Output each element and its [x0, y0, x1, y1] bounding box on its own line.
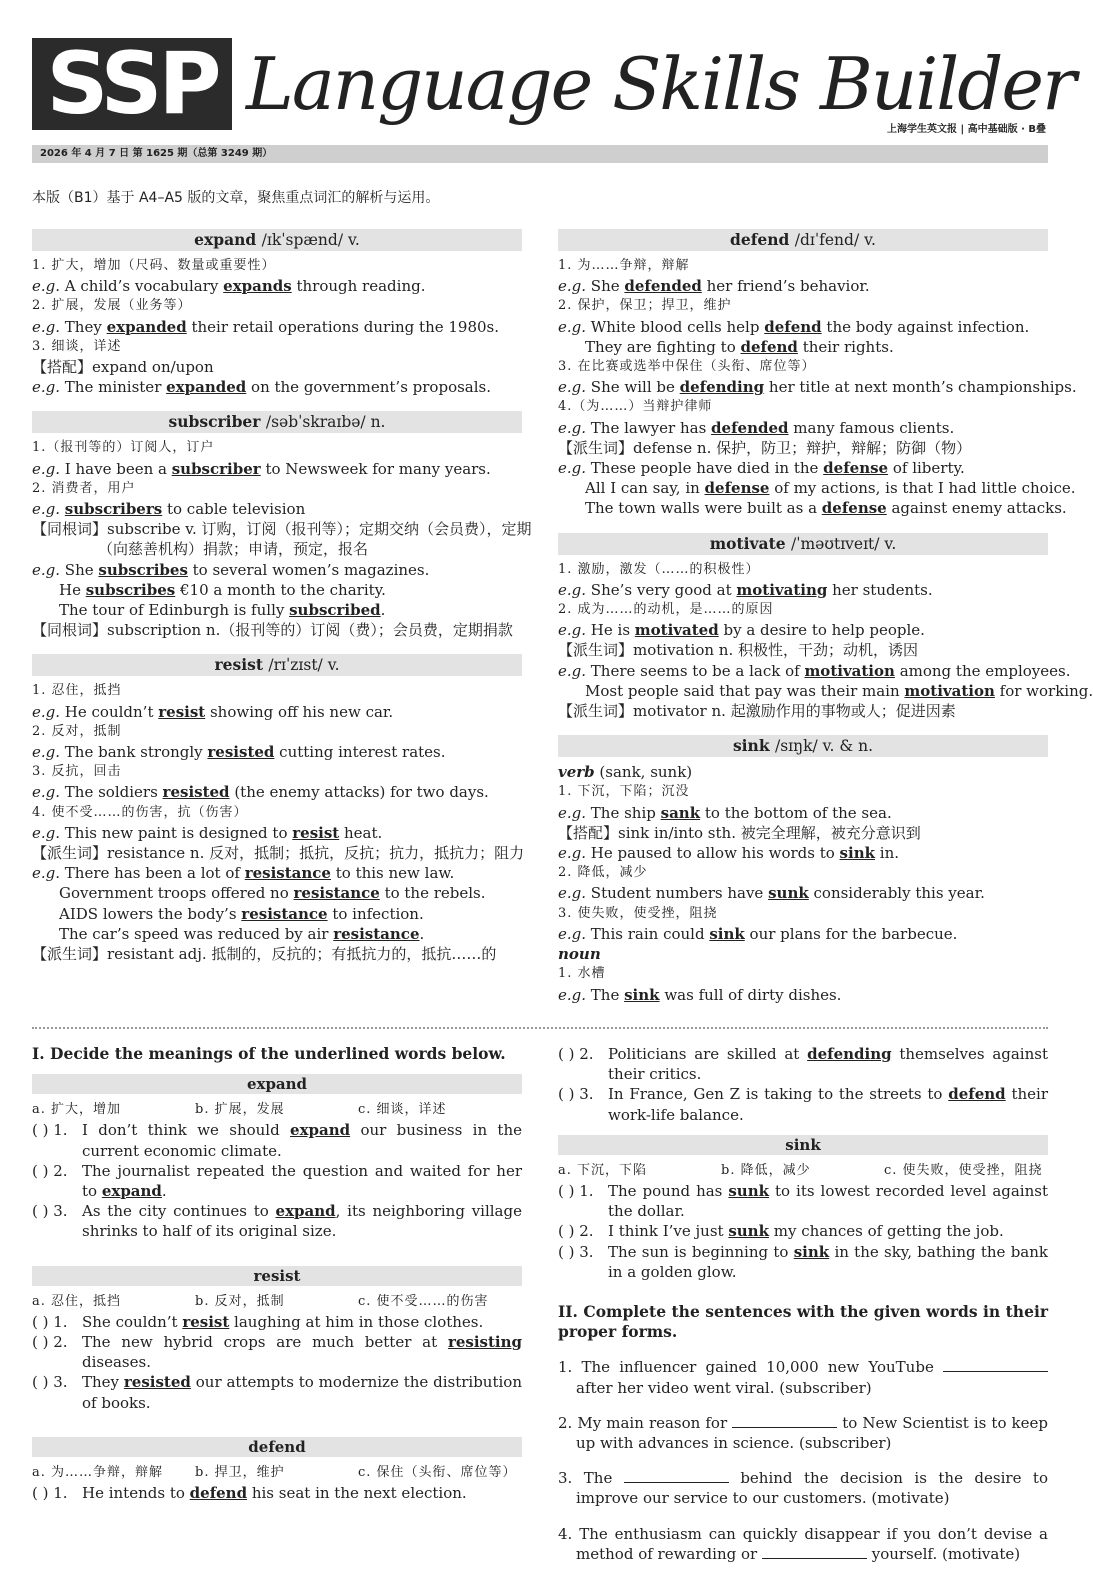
meaning-options — [32, 1100, 522, 1120]
eg-label: e.g. — [558, 803, 591, 822]
example-sentence: e.g. The bank strongly resisted cutting interest rates. — [32, 743, 446, 762]
definition: 2. 成为……的动机，是……的原因 — [558, 602, 774, 618]
example-sentence: AIDS lowers the body’s resistance to infection. — [59, 904, 424, 923]
headword: sink — [732, 736, 775, 756]
masthead-title: Language Skills Builder — [246, 42, 1075, 126]
headword: resist — [214, 655, 269, 675]
example-sentence: e.g. This new paint is designed to resist heat. — [32, 823, 383, 842]
keyword: motivation — [904, 681, 995, 700]
keyword: resistance — [244, 864, 331, 883]
example-sentence: The town walls were built as a defense against enemy attacks. — [585, 499, 1067, 518]
section-divider — [32, 1027, 1048, 1029]
keyword: subscriber — [171, 459, 261, 478]
logo: SSP — [32, 38, 232, 130]
question-row — [558, 1242, 1048, 1282]
keyword: expanded — [166, 378, 247, 397]
keyword: motivating — [736, 580, 828, 599]
definition: 3. 反抗，回击 — [32, 764, 122, 780]
keyword: sink — [709, 924, 745, 943]
answer-paren: ( ) 3. — [558, 1085, 594, 1104]
question-text: She couldn’t resist laughing at him in those clothes. — [82, 1312, 484, 1331]
eg-label: e.g. — [32, 459, 65, 478]
definition: 1. 激励，激发（……的积极性） — [558, 561, 760, 577]
keyword: subscribed — [289, 601, 381, 620]
example-sentence: e.g. These people have died in the defense of liberty. — [558, 459, 965, 478]
keyword: sunk — [728, 1182, 770, 1201]
keyword: sunk — [728, 1222, 769, 1241]
eg-label: e.g. — [32, 560, 65, 579]
keyword: expand — [275, 1202, 336, 1221]
meaning-option: a. 为……争辩，辩解 — [32, 1464, 164, 1480]
meaning-option: a. 下沉，下陷 — [558, 1162, 648, 1178]
eg-label: e.g. — [32, 783, 65, 802]
masthead-subtitle: 上海学生英文报 | 高中基础版 · B叠 — [887, 124, 1046, 135]
pos-label: verb — [558, 763, 595, 782]
example-sentence: e.g. She defended her friend’s behavior. — [558, 277, 870, 296]
note-line: （向慈善机构）捐款；申请，预定，报名 — [98, 540, 369, 559]
answer-paren: ( ) 1. — [32, 1312, 68, 1331]
example-sentence: e.g. The minister expanded on the government’s proposals. — [32, 378, 492, 397]
masthead — [32, 34, 1075, 138]
answer-paren: ( ) 2. — [32, 1333, 68, 1352]
definition: 1. 忍住，抵挡 — [32, 683, 122, 699]
definition: 2. 反对，抵制 — [32, 723, 122, 739]
exercise1-title: I. Decide the meanings of the underlined words below. — [32, 1044, 506, 1063]
intro-text: 本版（B1）基于 A4–A5 版的文章，聚焦重点词汇的解析与运用。 — [32, 190, 440, 206]
eg-label: e.g. — [32, 702, 65, 721]
keyword: defend — [189, 1484, 248, 1503]
eg-label: e.g. — [32, 317, 65, 336]
meaning-option: c. 保住（头衔、席位等） — [358, 1464, 517, 1480]
question-text: I think I’ve just sunk my chances of getting the job. — [608, 1222, 1004, 1241]
part-of-speech — [558, 944, 1048, 964]
headword: defend — [730, 230, 795, 249]
example-sentence: e.g. He is motivated by a desire to help people. — [558, 621, 925, 640]
meaning-option: c. 使失败，使受挫，阻挠 — [884, 1162, 1043, 1178]
answer-blank — [624, 1468, 729, 1483]
eg-label: e.g. — [558, 621, 591, 640]
keyword: sink — [793, 1242, 830, 1261]
keyword: resist — [292, 823, 340, 842]
question-row — [32, 1312, 522, 1332]
example-sentence: e.g. subscribers to cable television — [32, 500, 306, 519]
definition: 2. 消费者，用户 — [32, 480, 136, 496]
answer-paren: ( ) 2. — [558, 1222, 594, 1241]
keyword: resist — [158, 702, 206, 721]
example-sentence: He subscribes €10 a month to the charity. — [59, 580, 386, 599]
meaning-options — [32, 1463, 522, 1483]
headword: motivate — [709, 533, 791, 553]
meaning-option: a. 扩大，增加 — [32, 1102, 122, 1118]
headword-bar — [558, 735, 1048, 757]
answer-paren: ( ) 3. — [32, 1373, 68, 1392]
keyword: sink — [624, 985, 660, 1004]
fill-in-item: 4. The enthusiasm can quickly disappear if you don’t devise a method of rewarding or yourself. (motivate) — [558, 1524, 1048, 1563]
keyword: resistance — [241, 904, 328, 923]
answer-blank — [943, 1357, 1048, 1372]
exercise-word-sink: sink — [558, 1135, 1048, 1155]
keyword: subscribes — [85, 580, 176, 599]
eg-label: e.g. — [558, 884, 591, 903]
keyword: resist — [182, 1312, 230, 1331]
vocab-entry-expand — [32, 229, 522, 397]
answer-paren: ( ) 1. — [558, 1182, 594, 1201]
definition: 1. 下沉，下陷；沉没 — [558, 784, 690, 800]
example-sentence: e.g. There has been a lot of resistance to this new law. — [32, 864, 455, 883]
note-line: 【同根词】subscribe v. 订购，订阅（报刊等）；定期交纳（会员费），定期 — [32, 520, 532, 539]
keyword: defense — [704, 479, 770, 498]
fill-in-item: 2. My main reason for to New Scientist is to keep up with advances in science. (subscriber) — [558, 1413, 1048, 1453]
vocab-entry-defend — [558, 229, 1077, 519]
question-text: They resisted our attempts to modernize the distribution of books. — [82, 1373, 522, 1412]
definition: 1. 扩大，增加（尺码、数量或重要性） — [32, 258, 276, 273]
fill-in-item: 3. The behind the decision is the desire to improve our service to our customers. (motivate) — [558, 1469, 1048, 1508]
keyword: expanded — [106, 317, 187, 336]
exercise-word-defend: defend — [32, 1437, 522, 1457]
keyword: expand — [290, 1121, 351, 1140]
eg-label: e.g. — [558, 844, 591, 863]
example-sentence: e.g. She will be defending her title at next month’s championships. — [558, 378, 1077, 397]
right-vocab-column — [558, 229, 1093, 1019]
eg-label: e.g. — [32, 378, 65, 397]
meaning-option: b. 降低，减少 — [721, 1162, 811, 1178]
keyword: sink — [839, 844, 875, 863]
meaning-option: b. 反对，抵制 — [195, 1293, 285, 1309]
vocab-entry-resist — [32, 654, 525, 964]
question-row — [32, 1120, 522, 1160]
note-line: 【派生词】resistant adj. 抵制的，反抗的；有抵抗力的，抵抗……的 — [32, 945, 497, 964]
question-text: As the city continues to expand, its neighboring village shrinks to half of its original size. — [82, 1202, 522, 1241]
definition: 3. 使失败，使受挫，阻挠 — [558, 905, 718, 921]
headword-bar — [558, 533, 1048, 555]
example-sentence: e.g. The ship sank to the bottom of the sea. — [558, 803, 892, 822]
keyword: defense — [821, 499, 887, 518]
definition: 3. 在比赛或选举中保住（头衔、席位等） — [558, 359, 816, 375]
example-sentence: e.g. A child’s vocabulary expands through reading. — [32, 277, 426, 296]
eg-label: e.g. — [558, 418, 591, 437]
vocab-entry-sink — [558, 735, 1048, 1004]
phonetic: /səbˈskraɪbə/ n. — [265, 413, 386, 432]
phonetic: /rɪˈzɪst/ v. — [268, 656, 340, 675]
phonetic: /ˈməʊtɪveɪt/ v. — [791, 534, 897, 553]
meaning-option: c. 细谈，详述 — [358, 1102, 447, 1118]
eg-label: e.g. — [558, 317, 591, 336]
question-row — [558, 1084, 1048, 1124]
eg-label: e.g. — [32, 277, 65, 296]
example-sentence: e.g. This rain could sink our plans for the barbecue. — [558, 924, 958, 943]
meaning-option: a. 忍住，抵挡 — [32, 1293, 122, 1309]
definition: 1. 水槽 — [558, 966, 606, 982]
question-text: The new hybrid crops are much better at resisting diseases. — [82, 1333, 522, 1372]
eg-label: e.g. — [558, 378, 591, 397]
definition: 3. 细谈，详述 — [32, 338, 122, 354]
question-row — [558, 1181, 1048, 1221]
keyword: defending — [807, 1045, 892, 1063]
headword: expand — [194, 230, 262, 249]
meaning-options — [558, 1161, 1048, 1181]
headword-bar — [32, 229, 522, 251]
meaning-option: b. 扩展，发展 — [195, 1102, 285, 1118]
question-row — [32, 1483, 522, 1503]
note-line: 【派生词】defense n. 保护，防卫；辩护，辩解；防御（物） — [558, 438, 972, 457]
keyword: sunk — [768, 884, 809, 903]
example-sentence: All I can say, in defense of my actions, is that I had little choice. — [585, 479, 1076, 498]
question-text: In France, Gen Z is taking to the streets to defend their work-life balance. — [608, 1085, 1048, 1124]
eg-label: e.g. — [558, 661, 591, 680]
example-sentence: e.g. I have been a subscriber to Newsweek for many years. — [32, 459, 491, 478]
question-row — [558, 1044, 1048, 1084]
keyword: defend — [740, 337, 798, 356]
note-line: 【搭配】sink in/into sth. 被完全理解，被充分意识到 — [558, 823, 921, 842]
example-sentence: The tour of Edinburgh is fully subscribed. — [59, 601, 386, 620]
eg-label: e.g. — [32, 743, 65, 762]
keyword: defend — [948, 1085, 1006, 1104]
keyword: defending — [679, 378, 765, 397]
keyword: subscribes — [98, 560, 188, 579]
answer-paren: ( ) 3. — [32, 1202, 68, 1221]
example-sentence: e.g. She subscribes to several women’s magazines. — [32, 560, 430, 579]
keyword: resisted — [162, 783, 230, 802]
question-row — [32, 1332, 522, 1372]
keyword: motivation — [804, 661, 895, 680]
keyword: subscribers — [64, 500, 163, 519]
answer-paren: ( ) 1. — [32, 1484, 68, 1503]
definition: 2. 保护，保卫；捍卫，维护 — [558, 298, 732, 314]
keyword: resistance — [293, 884, 380, 903]
definition: 4. 使不受……的伤害，抗（伤害） — [32, 804, 248, 820]
example-sentence: e.g. White blood cells help defend the body against infection. — [558, 317, 1030, 336]
meaning-options — [32, 1292, 522, 1312]
note-line: 【派生词】motivation n. 积极性，干劲；动机，诱因 — [558, 641, 918, 660]
question-text: The pound has sunk to its lowest recorded level against the dollar. — [608, 1182, 1048, 1221]
question-text: The journalist repeated the question and waited for her to expand. — [82, 1161, 522, 1201]
eg-label: e.g. — [558, 459, 591, 478]
keyword: expands — [223, 277, 292, 296]
keyword: defended — [711, 418, 789, 437]
fill-in-item: 1. The influencer gained 10,000 new YouTube after her video went viral. (subscriber) — [558, 1357, 1048, 1397]
question-row — [32, 1201, 522, 1241]
question-row — [32, 1161, 522, 1201]
definition: 1. 为……争辩，辩解 — [558, 258, 690, 273]
example-sentence: e.g. The soldiers resisted (the enemy attacks) for two days. — [32, 783, 489, 802]
answer-blank — [732, 1413, 837, 1428]
exercise2-title: II. Complete the sentences with the given words in their proper forms. — [558, 1302, 1048, 1342]
definition: 4.（为……）当辩护律师 — [558, 399, 713, 415]
note-line: 【派生词】resistance n. 反对，抵制；抵抗，反抗；抗力，抵抗力；阻力 — [32, 844, 525, 863]
keyword: resistance — [333, 924, 420, 943]
headword-bar — [558, 229, 1048, 251]
headword: subscriber — [168, 412, 266, 432]
keyword: resisted — [207, 743, 275, 762]
definition: 2. 扩展，发展（业务等） — [32, 298, 192, 314]
answer-paren: ( ) 2. — [32, 1161, 68, 1180]
example-sentence: e.g. They expanded their retail operations during the 1980s. — [32, 317, 500, 336]
pos-label: noun — [558, 945, 601, 964]
question-text: I don’t think we should expand our business in the current economic climate. — [82, 1121, 522, 1160]
meaning-option: c. 使不受……的伤害 — [358, 1293, 489, 1309]
example-sentence: e.g. There seems to be a lack of motivation among the employees. — [558, 661, 1071, 680]
keyword: expand — [101, 1182, 162, 1201]
eg-label: e.g. — [32, 864, 65, 883]
keyword: resisted — [123, 1373, 191, 1392]
exercise-right-column — [558, 1044, 1048, 1579]
eg-label: e.g. — [32, 823, 65, 842]
part-of-speech: verb (sank, sunk) — [558, 763, 693, 782]
left-vocab-column — [32, 229, 532, 978]
example-sentence: e.g. The sink was full of dirty dishes. — [558, 985, 842, 1004]
issue-date: 2026 年 4 月 7 日 第 1625 期（总第 3249 期） — [40, 148, 273, 159]
exercise-word-expand: expand — [32, 1074, 522, 1094]
example-sentence: e.g. He couldn’t resist showing off his new car. — [32, 702, 394, 721]
answer-blank — [762, 1544, 867, 1559]
question-text: The sun is beginning to sink in the sky, bathing the bank in a golden glow. — [608, 1242, 1048, 1281]
question-row — [558, 1221, 1048, 1241]
example-sentence: Government troops offered no resistance to the rebels. — [59, 884, 486, 903]
keyword: defend — [764, 317, 822, 336]
note-line: 【搭配】expand on/upon — [32, 358, 214, 377]
example-sentence: They are fighting to defend their rights. — [585, 337, 894, 356]
eg-label: e.g. — [558, 277, 591, 296]
example-sentence: e.g. Student numbers have sunk considerably this year. — [558, 884, 985, 903]
keyword: defended — [624, 277, 702, 296]
phonetic: /sɪŋk/ v. & n. — [774, 737, 874, 756]
keyword: defense — [823, 459, 889, 478]
phonetic: /dɪˈfend/ v. — [794, 231, 876, 249]
example-sentence: Most people said that pay was their main motivation for working. — [585, 681, 1093, 700]
example-sentence: e.g. She’s very good at motivating her students. — [558, 580, 933, 599]
eg-label: e.g. — [558, 924, 591, 943]
question-text: Politicians are skilled at defending themselves against their critics. — [608, 1045, 1048, 1084]
meaning-option: b. 捍卫，维护 — [195, 1464, 285, 1480]
answer-paren: ( ) 3. — [558, 1242, 594, 1261]
keyword: sank — [660, 803, 701, 822]
answer-paren: ( ) 1. — [32, 1121, 68, 1140]
exercise-word-resist: resist — [32, 1266, 522, 1286]
keyword: resisting — [447, 1333, 522, 1352]
definition: 1.（报刊等的）订阅人，订户 — [32, 440, 215, 456]
example-sentence: e.g. He paused to allow his words to sink in. — [558, 844, 899, 863]
phonetic: /ɪkˈspænd/ v. — [261, 231, 360, 249]
definition: 2. 降低，减少 — [558, 865, 648, 881]
headword-bar — [32, 411, 522, 433]
note-line: 【同根词】subscription n.（报刊等的）订阅（费）；会员费，定期捐款 — [32, 621, 513, 640]
issue-bar — [32, 145, 1048, 163]
eg-label: e.g. — [558, 580, 591, 599]
exercise-left-column — [32, 1044, 522, 1503]
question-row — [32, 1372, 522, 1412]
note-line: 【派生词】motivator n. 起激励作用的事物或人；促进因素 — [558, 702, 956, 721]
eg-label: e.g. — [558, 985, 591, 1004]
example-sentence: e.g. The lawyer has defended many famous clients. — [558, 418, 955, 437]
keyword: motivated — [634, 621, 719, 640]
vocab-entry-subscriber — [32, 411, 532, 640]
question-text: He intends to defend his seat in the next election. — [82, 1484, 467, 1503]
example-sentence: The car’s speed was reduced by air resistance. — [59, 924, 425, 943]
answer-paren: ( ) 2. — [558, 1045, 594, 1063]
headword-bar — [32, 654, 522, 676]
eg-label: e.g. — [32, 500, 65, 519]
vocab-entry-motivate — [558, 533, 1093, 722]
